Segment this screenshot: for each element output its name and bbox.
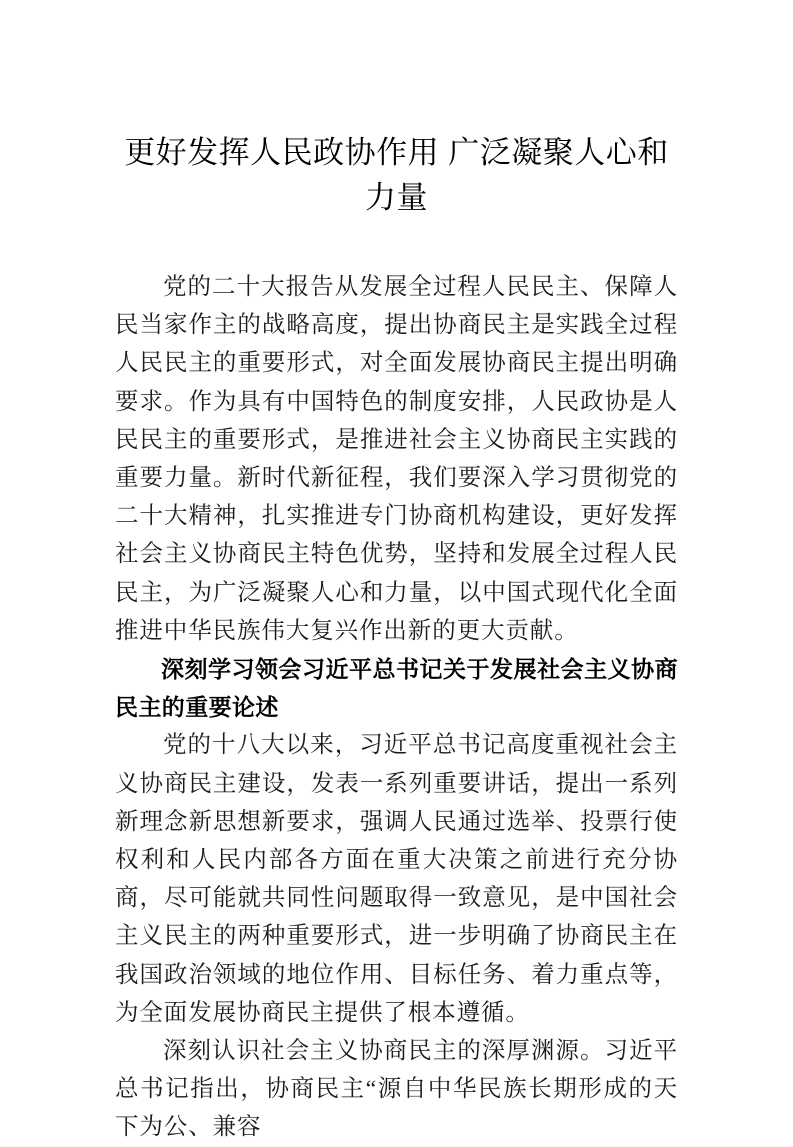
section-heading-1: 深刻学习领会习近平总书记关于发展社会主义协商民主的重要论述 <box>115 656 678 721</box>
title-body-spacer <box>115 220 678 268</box>
paragraph-intro: 党的二十大报告从发展全过程人民民主、保障人民当家作主的战略高度，提出协商民主是实践全过程人民民主的重要形式，对全面发展协商民主提出明确要求。作为具有中国特色的制度安排，人民政协是人民民主的重要形式，是推进社会主义协商民主实践的重要力量。新时代新征程，我们要深入学习贯彻党的二十大精神，扎实推进专门协商机构建设，更好发挥社会主义协商民主特色优势，坚持和发展全过程人民民主，为广泛凝聚人心和力量，以中国式现代化全面推进中华民族伟大复兴作出新的更大贡献。 <box>115 274 678 644</box>
document-content <box>115 0 678 1147</box>
paragraph-body-2: 深刻认识社会主义协商民主的深厚渊源。习近平总书记指出，协商民主“源自中华民族长期形成的天下为公、兼容 <box>115 1038 678 1141</box>
paragraph-body-1: 党的十八大以来，习近平总书记高度重视社会主义协商民主建设，发表一系列重要讲话，提出一系列新理念新思想新要求，强调人民通过选举、投票行使权利和人民内部各方面在重大决策之前进行充分协商，尽可能就共同性问题取得一致意见，是中国社会主义民主的两种重要形式，进一步明确了协商民主在我国政治领域的地位作用、目标任务、着力重点等，为全面发展协商民主提供了根本遵循。 <box>115 732 678 1026</box>
page-title: 更好发挥人民政协作用 广泛凝聚人心和力量 <box>124 135 669 215</box>
